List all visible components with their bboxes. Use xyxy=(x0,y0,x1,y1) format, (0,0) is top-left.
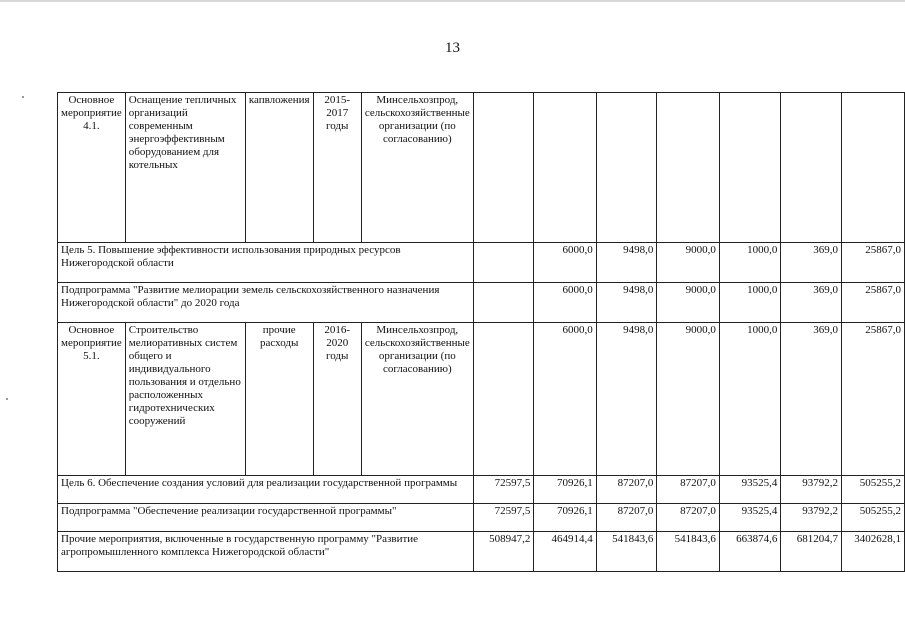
value-cell: 369,0 xyxy=(781,323,842,476)
measure-code: Основное мероприятие 4.1. xyxy=(58,93,126,243)
value-cell: 93525,4 xyxy=(719,504,781,532)
scan-speck xyxy=(22,96,24,98)
measure-name: Оснащение тепличных организаций современным энергоэффективным оборудованием для котельных xyxy=(125,93,245,243)
value-cell: 3402628,1 xyxy=(841,532,904,572)
value-cell: 9498,0 xyxy=(596,283,657,323)
value-cell: 1000,0 xyxy=(719,243,781,283)
subprogram-title: Подпрограмма "Обеспечение реализации государственной программы" xyxy=(58,504,474,532)
value-cell: 72597,5 xyxy=(473,476,534,504)
table-row xyxy=(58,532,905,572)
value-cell: 541843,6 xyxy=(596,532,657,572)
expense-type: капвложения xyxy=(245,93,313,243)
value-cell: 464914,4 xyxy=(534,532,596,572)
table-row xyxy=(58,323,905,476)
subprogram-title: Подпрограмма "Развитие мелиорации земель сельскохозяйственного назначения Нижегородской области" до 2020 года xyxy=(58,283,474,323)
value-cell: 681204,7 xyxy=(781,532,842,572)
goal-title: Цель 6. Обеспечение создания условий для реализации государственной программы xyxy=(58,476,474,504)
value-cell: 505255,2 xyxy=(841,504,904,532)
value-cell: 87207,0 xyxy=(657,476,719,504)
value-cell xyxy=(473,243,534,283)
executor: Минсельхозпрод, сельскохозяйственные организации (по согласованию) xyxy=(361,93,473,243)
value-cell xyxy=(534,93,596,243)
value-cell: 663874,6 xyxy=(719,532,781,572)
period-years: 2015-2017 годы xyxy=(313,93,361,243)
value-cell: 9498,0 xyxy=(596,323,657,476)
value-cell: 541843,6 xyxy=(657,532,719,572)
value-cell: 9000,0 xyxy=(657,323,719,476)
budget-table xyxy=(57,92,905,572)
value-cell: 369,0 xyxy=(781,283,842,323)
value-cell: 9000,0 xyxy=(657,283,719,323)
value-cell xyxy=(473,323,534,476)
period-years: 2016-2020 годы xyxy=(313,323,361,476)
value-cell: 1000,0 xyxy=(719,323,781,476)
value-cell: 93792,2 xyxy=(781,476,842,504)
value-cell xyxy=(841,93,904,243)
scan-speck xyxy=(6,398,8,400)
value-cell: 87207,0 xyxy=(596,504,657,532)
goal-title: Цель 5. Повышение эффективности использования природных ресурсов Нижегородской области xyxy=(58,243,474,283)
value-cell: 9498,0 xyxy=(596,243,657,283)
value-cell: 25867,0 xyxy=(841,323,904,476)
table-row xyxy=(58,243,905,283)
value-cell: 6000,0 xyxy=(534,243,596,283)
table-row xyxy=(58,283,905,323)
value-cell xyxy=(781,93,842,243)
value-cell: 25867,0 xyxy=(841,283,904,323)
measure-code: Основное мероприятие 5.1. xyxy=(58,323,126,476)
page-number: 13 xyxy=(445,40,460,56)
value-cell: 72597,5 xyxy=(473,504,534,532)
value-cell xyxy=(719,93,781,243)
value-cell xyxy=(657,93,719,243)
value-cell: 505255,2 xyxy=(841,476,904,504)
value-cell: 6000,0 xyxy=(534,323,596,476)
other-measures-title: Прочие мероприятия, включенные в государственную программу "Развитие агропромышленного комплекса Нижегородской области" xyxy=(58,532,474,572)
executor: Минсельхозпрод, сельскохозяйственные организации (по согласованию) xyxy=(361,323,473,476)
value-cell: 93525,4 xyxy=(719,476,781,504)
measure-name: Строительство мелиоративных систем общего и индивидуального пользования и отдельно расположенных гидротехнических сооружений xyxy=(125,323,245,476)
table-row xyxy=(58,93,905,243)
value-cell: 6000,0 xyxy=(534,283,596,323)
value-cell: 93792,2 xyxy=(781,504,842,532)
value-cell: 9000,0 xyxy=(657,243,719,283)
value-cell xyxy=(473,93,534,243)
value-cell: 25867,0 xyxy=(841,243,904,283)
table-row xyxy=(58,504,905,532)
value-cell: 87207,0 xyxy=(657,504,719,532)
value-cell: 87207,0 xyxy=(596,476,657,504)
expense-type: прочие расходы xyxy=(245,323,313,476)
value-cell: 1000,0 xyxy=(719,283,781,323)
scan-edge xyxy=(0,0,905,2)
value-cell: 70926,1 xyxy=(534,476,596,504)
value-cell: 70926,1 xyxy=(534,504,596,532)
value-cell xyxy=(473,283,534,323)
value-cell: 369,0 xyxy=(781,243,842,283)
value-cell: 508947,2 xyxy=(473,532,534,572)
table-row xyxy=(58,476,905,504)
value-cell xyxy=(596,93,657,243)
